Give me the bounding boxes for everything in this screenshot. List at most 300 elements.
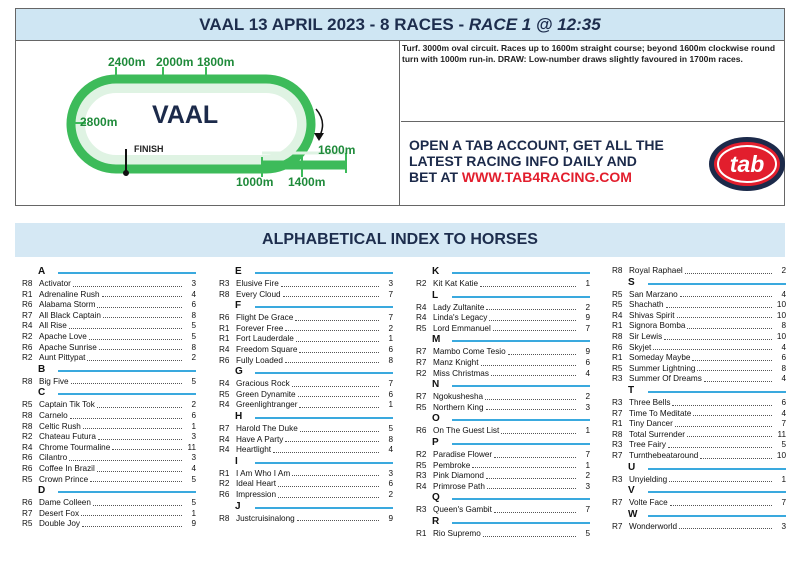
distance-1000m: 1000m (236, 175, 274, 189)
race-header (15, 8, 785, 206)
section-letter: N (432, 379, 440, 391)
horse-name: Miss Christmas (433, 368, 489, 378)
horse-name: Paradise Flower (433, 449, 493, 459)
race-number: R6 (219, 313, 230, 323)
ad-url-link[interactable]: WWW.TAB4RACING.COM (461, 169, 632, 185)
race-number: R8 (219, 513, 230, 523)
race-number: R5 (612, 289, 623, 299)
dot-leader (675, 419, 772, 427)
saddle-number: 5 (191, 331, 196, 341)
horse-name: Flight De Grace (236, 313, 294, 323)
race-number: R4 (219, 379, 230, 389)
meeting-title: VAAL 13 APRIL 2023 - 8 RACES - (199, 15, 469, 34)
letter-section-a (22, 267, 196, 279)
saddle-number: 9 (191, 519, 196, 529)
saddle-number: 1 (388, 334, 393, 344)
saddle-number: 10 (776, 450, 786, 460)
race-number: R8 (612, 266, 623, 275)
dot-leader (278, 479, 379, 487)
section-divider (255, 272, 393, 274)
horse-name: Skyjet (629, 342, 652, 352)
horse-name: Chateau Futura (39, 432, 96, 442)
horse-name: Tiny Dancer (629, 419, 673, 429)
saddle-number: 7 (585, 449, 590, 459)
section-divider (255, 462, 393, 464)
horse-name: Someday Maybe (629, 353, 691, 363)
horse-row (612, 498, 786, 509)
horse-row (416, 303, 590, 314)
dot-leader (669, 475, 772, 483)
finish-label: FINISH (134, 144, 164, 154)
letter-section-v (612, 486, 786, 498)
saddle-number: 1 (388, 400, 393, 410)
horse-row (612, 343, 786, 354)
saddle-number: 8 (781, 363, 786, 373)
letter-section-q (416, 493, 590, 505)
horse-row (612, 430, 786, 441)
horse-name: Summer Of Dreams (629, 374, 702, 384)
track-name: VAAL (152, 101, 219, 129)
race-number: R5 (612, 363, 623, 373)
horse-row (612, 290, 786, 301)
horse-name: Green Dynamite (236, 389, 296, 399)
saddle-number: 6 (388, 389, 393, 399)
saddle-number: 3 (191, 432, 196, 442)
horse-row (22, 300, 196, 311)
race-number: R2 (22, 432, 33, 442)
race-number: R1 (612, 353, 623, 363)
race-number: R4 (612, 310, 623, 320)
saddle-number: 4 (191, 289, 196, 299)
race-number: R7 (416, 347, 427, 357)
saddle-number: 4 (388, 445, 393, 455)
dot-leader (680, 290, 772, 298)
saddle-number: 8 (781, 321, 786, 331)
race-number: R2 (416, 368, 427, 378)
saddle-number: 3 (191, 453, 196, 463)
horse-row (416, 313, 590, 324)
dot-leader (653, 343, 772, 351)
section-letter: V (628, 485, 635, 497)
section-letter: F (235, 300, 242, 312)
dot-leader (494, 505, 576, 513)
dot-leader (672, 398, 772, 406)
horse-name: Ideal Heart (236, 479, 277, 489)
horse-name: Celtic Rush (39, 421, 81, 431)
dot-leader (668, 440, 772, 448)
horse-row (22, 443, 196, 454)
horse-name: Freedom Square (236, 344, 298, 354)
dot-leader (103, 311, 182, 319)
race-number: R1 (612, 321, 623, 331)
dot-leader (99, 343, 182, 351)
section-divider (255, 417, 393, 419)
index-title: ALPHABETICAL INDEX TO HORSES (15, 223, 785, 257)
dot-leader (501, 426, 576, 434)
horse-name: Primrose Path (433, 481, 485, 491)
horse-name: Activator (39, 279, 71, 288)
dot-leader (299, 345, 379, 353)
dot-leader (87, 353, 182, 361)
dot-leader (102, 290, 182, 298)
saddle-number: 7 (781, 419, 786, 429)
section-divider (58, 370, 196, 372)
horse-row (219, 469, 393, 480)
section-letter: W (628, 508, 638, 520)
section-divider (648, 391, 786, 393)
horse-row (219, 279, 393, 290)
saddle-number: 4 (191, 463, 196, 473)
horse-name: Crown Prince (39, 474, 89, 484)
race-number: R7 (416, 357, 427, 367)
horse-name: Tree Fairy (629, 440, 666, 450)
dot-leader (298, 390, 379, 398)
distance-2000m: 2000m (156, 55, 194, 69)
horse-row (219, 514, 393, 525)
horse-row (416, 482, 590, 493)
race-number: R3 (416, 505, 427, 515)
section-divider (452, 443, 590, 445)
race-number: R5 (416, 402, 427, 412)
dot-leader (273, 445, 379, 453)
ad-line-2: LATEST RACING INFO DAILY AND (409, 153, 637, 169)
horse-row (612, 522, 786, 533)
dot-leader (485, 392, 576, 400)
race-number: R8 (22, 279, 33, 288)
saddle-number: 4 (781, 342, 786, 352)
section-letter: H (235, 410, 243, 422)
horse-name: Elusive Fire (236, 279, 279, 288)
section-divider (452, 296, 590, 298)
horse-name: Rio Supremo (433, 528, 481, 538)
race-number: R1 (612, 419, 623, 429)
section-divider (452, 340, 590, 342)
horse-row (219, 435, 393, 446)
section-letter: U (628, 461, 636, 473)
horse-name: Sir Lewis (629, 331, 663, 341)
distance-1800m: 1800m (197, 55, 235, 69)
dot-leader (283, 290, 379, 298)
race-number: R3 (612, 374, 623, 384)
horse-row (22, 343, 196, 354)
letter-section-i (219, 457, 393, 469)
horse-row (22, 332, 196, 343)
race-number: R6 (219, 489, 230, 499)
race-number: R7 (22, 310, 33, 320)
dot-leader (687, 321, 772, 329)
race-number: R2 (416, 449, 427, 459)
section-letter: P (432, 436, 439, 448)
saddle-number: 7 (388, 379, 393, 389)
race-number: R2 (219, 479, 230, 489)
race-number: R1 (219, 468, 230, 478)
horse-row (22, 279, 196, 290)
race-number: R3 (612, 397, 623, 407)
saddle-number: 3 (585, 402, 590, 412)
horse-name: Ngokushesha (433, 392, 484, 402)
section-divider (58, 272, 196, 274)
race-number: R8 (22, 410, 33, 420)
saddle-number: 6 (191, 300, 196, 310)
saddle-number: 7 (585, 323, 590, 333)
saddle-number: 10 (776, 310, 786, 320)
saddle-number: 5 (388, 423, 393, 433)
horse-name: Queen's Gambit (433, 505, 492, 515)
race-number: R1 (22, 289, 33, 299)
section-divider (255, 372, 393, 374)
dot-leader (493, 324, 576, 332)
dot-leader (73, 279, 182, 287)
saddle-number: 6 (781, 353, 786, 363)
horse-name: All Black Captain (39, 310, 101, 320)
dot-leader (692, 353, 772, 361)
race-number: R6 (22, 498, 33, 508)
dot-leader (70, 411, 182, 419)
horse-name: Justcruisinalong (236, 513, 295, 523)
saddle-number: 6 (388, 344, 393, 354)
horse-name: Big Five (39, 376, 69, 386)
dot-leader (292, 379, 379, 387)
dot-leader (299, 400, 379, 408)
tab-advert[interactable] (409, 137, 699, 185)
horse-row (416, 450, 590, 461)
dot-leader (700, 451, 772, 459)
horse-name: Desert Fox (39, 508, 80, 518)
dot-leader (292, 469, 379, 477)
horse-row (22, 377, 196, 388)
horse-row (22, 475, 196, 486)
race-number: R1 (219, 334, 230, 344)
saddle-number: 1 (191, 508, 196, 518)
race-number: R4 (219, 344, 230, 354)
dot-leader (98, 432, 182, 440)
section-divider (255, 306, 393, 308)
race-number: R4 (219, 445, 230, 455)
saddle-number: 8 (191, 342, 196, 352)
race-number: R2 (22, 331, 33, 341)
horse-name: I Am Who I Am (236, 468, 291, 478)
horse-name: Pink Diamond (433, 471, 484, 481)
horse-name: Pembroke (433, 460, 471, 470)
dot-leader (97, 300, 182, 308)
dot-leader (81, 509, 182, 517)
saddle-number: 7 (585, 505, 590, 515)
letter-section-u (612, 463, 786, 475)
section-letter: O (432, 413, 440, 425)
horse-row (416, 392, 590, 403)
saddle-number: 9 (585, 313, 590, 323)
tab-logo-icon (707, 134, 787, 194)
race-title (16, 9, 784, 41)
horse-row (22, 464, 196, 475)
dot-leader (486, 403, 576, 411)
dot-leader (89, 332, 182, 340)
race-number: R6 (416, 426, 427, 436)
distance-2400m: 2400m (108, 55, 146, 69)
dot-leader (685, 266, 772, 274)
distance-1400m: 1400m (288, 175, 326, 189)
saddle-number: 6 (191, 410, 196, 420)
race-number: R6 (22, 463, 33, 473)
horse-row (219, 400, 393, 411)
horse-row (219, 345, 393, 356)
section-divider (648, 468, 786, 470)
letter-section-c (22, 388, 196, 400)
race-number: R7 (612, 498, 623, 508)
race-number: R5 (416, 460, 427, 470)
saddle-number: 5 (191, 498, 196, 508)
dot-leader (670, 498, 772, 506)
dot-leader (278, 490, 379, 498)
letter-section-r (416, 517, 590, 529)
dot-leader (281, 279, 379, 287)
race-number: R1 (416, 528, 427, 538)
section-divider (648, 283, 786, 285)
horse-row (219, 313, 393, 324)
section-divider (452, 419, 590, 421)
horse-row (416, 279, 590, 290)
dot-leader (71, 377, 182, 385)
section-letter: I (235, 455, 238, 467)
race-number: R6 (219, 355, 230, 365)
letter-section-m (416, 335, 590, 347)
dot-leader (296, 334, 379, 342)
race-number: R4 (22, 321, 33, 331)
saddle-number: 1 (585, 426, 590, 436)
dot-leader (697, 364, 772, 372)
dot-leader (297, 514, 379, 522)
horse-name: Cilantro (39, 453, 68, 463)
dot-leader (97, 400, 182, 408)
dot-leader (69, 321, 182, 329)
saddle-number: 7 (781, 498, 786, 508)
saddle-number: 4 (781, 374, 786, 384)
saddle-number: 2 (388, 323, 393, 333)
letter-section-e (219, 267, 393, 279)
race-number: R4 (416, 313, 427, 323)
race-number: R3 (219, 279, 230, 288)
horse-row (416, 529, 590, 540)
saddle-number: 7 (388, 289, 393, 299)
dot-leader (483, 529, 576, 537)
saddle-number: 5 (585, 528, 590, 538)
horse-name: Harold The Duke (236, 423, 298, 433)
horse-row (22, 353, 196, 364)
dot-leader (693, 409, 772, 417)
section-letter: K (432, 266, 440, 277)
horse-row (612, 353, 786, 364)
horse-name: Dame Colleen (39, 498, 91, 508)
track-description: Turf. 3000m oval circuit. Races up to 1600m straight course; beyond 1600m clockwise round turn with 1000m run-in. DRAW: Low-number draws slightly favoured in 1700m races. (402, 43, 776, 64)
saddle-number: 10 (776, 331, 786, 341)
letter-section-o (416, 414, 590, 426)
horse-name: Apache Love (39, 331, 87, 341)
letter-section-b (22, 365, 196, 377)
ad-line-1: OPEN A TAB ACCOUNT, GET ALL THE (409, 137, 664, 153)
section-letter: B (38, 363, 46, 375)
race-number: R7 (612, 450, 623, 460)
race-number: R5 (22, 519, 33, 529)
distance-1600m: 1600m (318, 143, 356, 157)
section-letter: R (432, 515, 440, 527)
race-number: R2 (416, 279, 427, 288)
saddle-number: 8 (191, 310, 196, 320)
horse-row (416, 426, 590, 437)
saddle-number: 1 (585, 279, 590, 288)
letter-section-j (219, 502, 393, 514)
letter-section-h (219, 412, 393, 424)
horse-name: Turnthebeataround (629, 450, 699, 460)
section-divider (58, 393, 196, 395)
horse-row (612, 332, 786, 343)
letter-section-p (416, 438, 590, 450)
index-column-3 (416, 266, 590, 540)
race-number: R7 (612, 521, 623, 531)
horse-row (612, 300, 786, 311)
saddle-number: 5 (191, 321, 196, 331)
saddle-number: 2 (388, 489, 393, 499)
horse-row (219, 424, 393, 435)
horse-row (612, 398, 786, 409)
horse-row (219, 445, 393, 456)
horse-row (612, 374, 786, 385)
horse-row (416, 403, 590, 414)
race-number: R7 (416, 392, 427, 402)
dot-leader (487, 482, 576, 490)
saddle-number: 4 (781, 289, 786, 299)
dot-leader (285, 356, 379, 364)
race-number: R5 (22, 400, 33, 410)
race-number: R2 (22, 353, 33, 363)
horse-name: Fully Loaded (236, 355, 283, 365)
race-number: R4 (219, 434, 230, 444)
horse-row (22, 400, 196, 411)
horse-row (219, 490, 393, 501)
saddle-number: 1 (781, 474, 786, 484)
saddle-number: 3 (781, 521, 786, 531)
dot-leader (93, 498, 182, 506)
horse-row (416, 347, 590, 358)
horse-name: Lord Emmanuel (433, 323, 491, 333)
horse-name: Double Joy (39, 519, 80, 529)
saddle-number: 5 (781, 440, 786, 450)
letter-section-f (219, 301, 393, 313)
section-letter: A (38, 266, 46, 277)
horse-row (612, 321, 786, 332)
horse-row (219, 479, 393, 490)
race-number: R3 (612, 474, 623, 484)
horse-name: Total Surrender (629, 429, 685, 439)
race-number: R1 (219, 323, 230, 333)
horse-name: Manz Knight (433, 357, 479, 367)
distance-2800m: 2800m (80, 115, 118, 129)
race-number: R6 (22, 342, 33, 352)
horse-row (22, 453, 196, 464)
dot-leader (704, 374, 772, 382)
horse-row (612, 409, 786, 420)
dot-leader (97, 464, 182, 472)
race-number: R8 (612, 429, 623, 439)
dot-leader (295, 313, 379, 321)
dot-leader (83, 422, 182, 430)
horse-name: Coffee In Brazil (39, 463, 95, 473)
saddle-number: 2 (585, 392, 590, 402)
section-divider (58, 491, 196, 493)
saddle-number: 2 (585, 471, 590, 481)
dot-leader (486, 303, 576, 311)
dot-leader (285, 435, 379, 443)
horse-row (219, 379, 393, 390)
